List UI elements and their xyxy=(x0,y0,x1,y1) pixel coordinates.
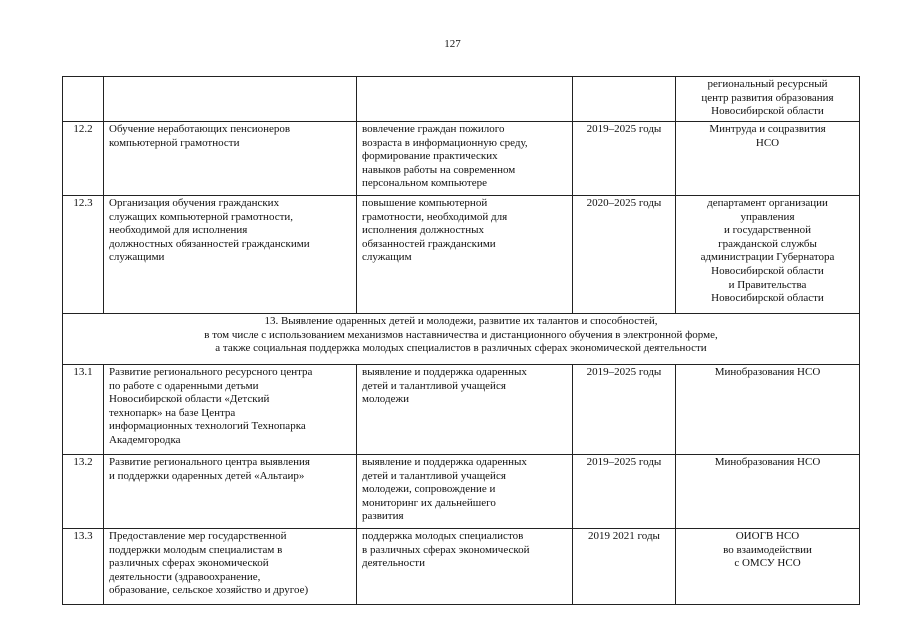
cell-period xyxy=(573,77,676,122)
result-line: детей и талантливой учащейся xyxy=(362,469,506,482)
responsible-line: во взаимодействии xyxy=(723,543,812,556)
responsible-line: администрации Губернатора xyxy=(700,251,835,264)
cell-number: 12.3 xyxy=(63,196,104,314)
cell-responsible xyxy=(676,529,860,605)
activity-line: и поддержки одаренных детей «Альтаир» xyxy=(109,469,305,482)
result-line: детей и талантливой учащейся xyxy=(362,379,506,392)
responsible-line: департамент организации xyxy=(707,197,828,209)
activity-line: деятельности (здравоохранение, xyxy=(109,570,261,583)
responsible-line: центр развития образования xyxy=(701,91,834,104)
activity-line: Обучение неработающих пенсионеров xyxy=(109,123,291,135)
responsible-line: Новосибирской области xyxy=(711,292,824,305)
measures-table xyxy=(62,76,860,605)
activity-line: поддержки молодым специалистам в xyxy=(109,543,283,556)
activity-line: Развитие регионального ресурсного центра xyxy=(109,366,313,378)
cell-result xyxy=(357,455,573,529)
cell-result xyxy=(357,77,573,122)
section-heading-line: в том числе с использованием механизмов наставничества и дистанционного обучения в электронной форме, xyxy=(204,328,718,341)
table-row-13-3 xyxy=(63,529,860,605)
cell-period: 2019–2025 годы xyxy=(573,455,676,529)
table-row-12-3 xyxy=(63,196,860,314)
page-number: 127 xyxy=(444,38,461,50)
result-line: в различных сферах экономической xyxy=(362,543,530,556)
cell-activity xyxy=(104,455,357,529)
activity-line: необходимой для исполнения xyxy=(109,224,248,237)
activity-line: компьютерной грамотности xyxy=(109,136,240,149)
responsible-line: и государственной xyxy=(723,224,812,237)
result-line: повышение компьютерной xyxy=(362,197,488,209)
result-line: служащим xyxy=(362,251,412,264)
cell-activity xyxy=(104,77,357,122)
responsible-line: Минтруда и соцразвития xyxy=(709,123,826,135)
result-line: деятельности xyxy=(362,557,425,570)
cell-result xyxy=(357,529,573,605)
result-line: вовлечение граждан пожилого xyxy=(362,123,505,135)
section-heading-line: 13. Выявление одаренных детей и молодежи, развитие их талантов и способностей, xyxy=(264,315,658,327)
cell-number xyxy=(63,77,104,122)
responsible-line: и Правительства xyxy=(728,278,807,291)
cell-period: 2020–2025 годы xyxy=(573,196,676,314)
table-row-13-1 xyxy=(63,365,860,455)
activity-line: Предоставление мер государственной xyxy=(109,530,287,542)
activity-line: образование, сельское хозяйство и другое) xyxy=(109,584,309,597)
cell-responsible xyxy=(676,365,860,455)
responsible-line: Новосибирской области xyxy=(711,264,824,277)
cell-activity xyxy=(104,365,357,455)
cell-result xyxy=(357,365,573,455)
activity-line: Организация обучения гражданских xyxy=(109,197,280,209)
cell-period: 2019–2025 годы xyxy=(573,365,676,455)
table-row-13-2 xyxy=(63,455,860,529)
cell-activity xyxy=(104,122,357,196)
result-line: обязанностей гражданскими xyxy=(362,237,496,250)
result-line: развития xyxy=(362,510,404,523)
result-line: молодежи, сопровождение и xyxy=(362,483,496,496)
cell-number: 13.3 xyxy=(63,529,104,605)
result-line: персональном компьютере xyxy=(362,177,487,190)
result-line: исполнения должностных xyxy=(362,224,485,237)
activity-line: служащих компьютерной грамотности, xyxy=(109,210,294,223)
responsible-line: Новосибирской области xyxy=(711,105,824,118)
result-line: выявление и поддержка одаренных xyxy=(362,456,527,468)
responsible-line: управления xyxy=(740,210,795,223)
activity-line: технопарк» на базе Центра xyxy=(109,406,236,419)
result-line: грамотности, необходимой для xyxy=(362,210,508,223)
activity-line: Академгородка xyxy=(109,433,181,446)
activity-line: информационных технологий Технопарка xyxy=(109,420,306,433)
result-line: возраста в информационную среду, xyxy=(362,136,528,149)
table-row-12-2 xyxy=(63,122,860,196)
result-line: выявление и поддержка одаренных xyxy=(362,366,527,378)
cell-number: 12.2 xyxy=(63,122,104,196)
cell-result xyxy=(357,122,573,196)
activity-line: Новосибирской области «Детский xyxy=(109,393,270,406)
responsible-line: с ОМСУ НСО xyxy=(734,557,801,570)
result-line: поддержка молодых специалистов xyxy=(362,530,524,542)
cell-activity xyxy=(104,529,357,605)
activity-line: по работе с одаренными детьми xyxy=(109,379,259,392)
cell-responsible xyxy=(676,77,860,122)
activity-line: Развитие регионального центра выявления xyxy=(109,456,310,468)
section-heading-line: а также социальная поддержка молодых специалистов в различных сферах экономической деятельности xyxy=(215,342,707,355)
responsible-line: НСО xyxy=(755,136,780,149)
result-line: молодежи xyxy=(362,393,409,406)
responsible-line: ОИОГВ НСО xyxy=(735,530,800,542)
table-row-continued xyxy=(63,77,860,122)
responsible-line: Минобразования НСО xyxy=(714,456,821,468)
cell-period: 2019–2025 годы xyxy=(573,122,676,196)
result-line: мониторинг их дальнейшего xyxy=(362,496,496,509)
activity-line: служащими xyxy=(109,251,165,264)
result-line: формирование практических xyxy=(362,150,498,163)
responsible-line: Минобразования НСО xyxy=(714,366,821,378)
table-row-section-13 xyxy=(63,314,860,365)
cell-responsible xyxy=(676,122,860,196)
activity-line: должностных обязанностей гражданскими xyxy=(109,237,310,250)
cell-activity xyxy=(104,196,357,314)
result-line: навыков работы на современном xyxy=(362,163,516,176)
section-heading xyxy=(63,314,860,365)
cell-number: 13.2 xyxy=(63,455,104,529)
cell-responsible xyxy=(676,455,860,529)
cell-responsible xyxy=(676,196,860,314)
cell-number: 13.1 xyxy=(63,365,104,455)
responsible-line: региональный ресурсный xyxy=(707,78,828,90)
responsible-line: гражданской службы xyxy=(718,237,817,250)
cell-result xyxy=(357,196,573,314)
activity-line: различных сферах экономической xyxy=(109,557,269,570)
cell-period: 2019 2021 годы xyxy=(573,529,676,605)
